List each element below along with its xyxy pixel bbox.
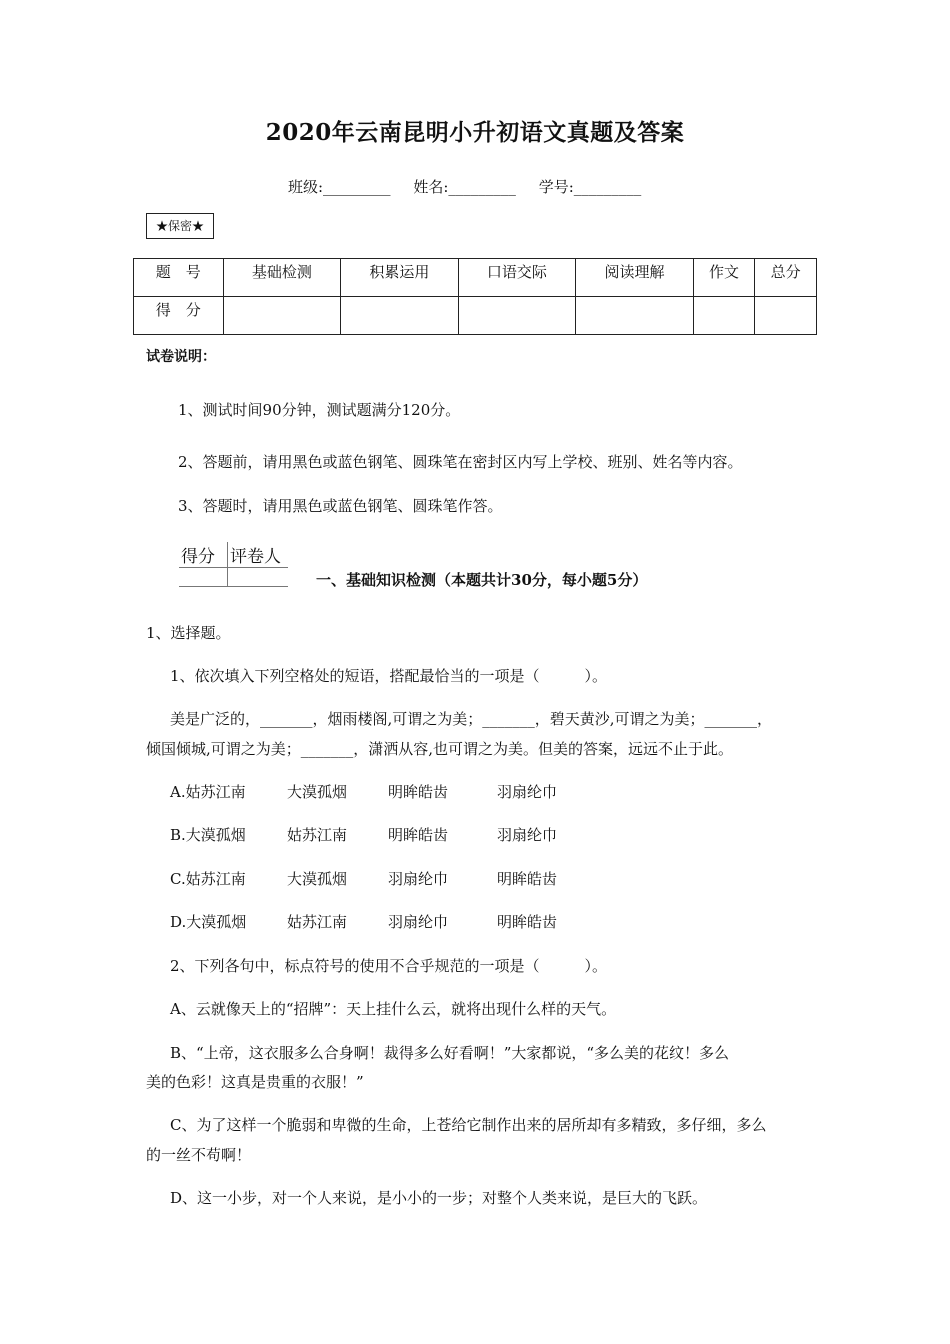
score-row-label: 得 分 — [134, 297, 224, 335]
score-table-header-row — [134, 259, 817, 297]
score-table — [133, 258, 817, 335]
score-table-header-cell: 阅读理解 — [576, 259, 694, 297]
option-row — [170, 824, 557, 845]
score-table-header-cell: 作文 — [693, 259, 755, 297]
option-cell: 大漠孤烟 — [287, 870, 348, 888]
score-cell — [458, 297, 576, 335]
option-row — [170, 781, 557, 802]
passage-line: 美是广泛的，_______，烟雨楼阁,可谓之为美；_______，碧天黄沙,可谓之为美；_______， — [170, 710, 773, 728]
option-row — [170, 911, 557, 932]
question-stem: 2、下列各句中，标点符号的使用不合乎规范的一项是（ ）。 — [170, 957, 608, 975]
score-cell — [693, 297, 755, 335]
score-cell — [755, 297, 817, 335]
grader-box — [179, 542, 288, 587]
student-id-field: 学号:_________ — [538, 178, 642, 196]
name-field: 姓名:_________ — [413, 178, 516, 196]
answer-option-continued: 美的色彩！这真是贵重的衣服！” — [146, 1073, 364, 1091]
score-cell — [576, 297, 694, 335]
grader-name-cell — [228, 568, 289, 587]
option-cell: 明眸皓齿 — [497, 870, 558, 888]
score-table-header-cell: 题 号 — [134, 259, 224, 297]
answer-option: B、“上帝，这衣服多么合身啊！裁得多么好看啊！”大家都说，“多么美的花纹！多么 — [170, 1044, 730, 1062]
grader-score-label: 得分 — [179, 542, 228, 568]
option-cell: 明眸皓齿 — [497, 913, 558, 931]
grader-name-label: 评卷人 — [228, 542, 289, 568]
instructions-heading: 试卷说明： — [146, 349, 216, 365]
score-table-header-cell: 总分 — [755, 259, 817, 297]
answer-option: A、云就像天上的“招牌”：天上挂什么云，就将出现什么样的天气。 — [170, 1000, 617, 1018]
option-cell: A.姑苏江南 — [170, 783, 246, 801]
option-row — [170, 868, 557, 889]
instruction-item: 3、答题时，请用黑色或蓝色钢笔、圆珠笔作答。 — [178, 497, 503, 515]
option-cell: D.大漠孤烟 — [170, 913, 247, 931]
confidential-badge: ★保密★ — [146, 213, 214, 239]
option-cell: 明眸皓齿 — [388, 783, 449, 801]
option-cell: 羽扇纶巾 — [388, 913, 449, 931]
option-cell: 大漠孤烟 — [287, 783, 348, 801]
option-cell: B.大漠孤烟 — [170, 826, 246, 844]
student-info-line — [288, 176, 659, 197]
answer-option-continued: 的一丝不苟啊！ — [146, 1146, 252, 1164]
answer-option: C、为了这样一个脆弱和卑微的生命，上苍给它制作出来的居所却有多精致，多仔细，多么 — [170, 1116, 767, 1134]
option-cell: 羽扇纶巾 — [497, 826, 558, 844]
score-table-header-cell: 口语交际 — [458, 259, 576, 297]
option-cell: C.姑苏江南 — [170, 870, 246, 888]
score-table-header-cell: 基础检测 — [223, 259, 341, 297]
instruction-item: 1、测试时间90分钟，测试题满分120分。 — [178, 401, 461, 419]
option-cell: 明眸皓齿 — [388, 826, 449, 844]
passage-line: 倾国倾城,可谓之为美；_______，潇洒从容,也可谓之为美。但美的答案，远远不止于此。 — [146, 740, 734, 758]
score-cell — [341, 297, 459, 335]
section-heading: 一、基础知识检测（本题共计30分，每小题5分） — [316, 571, 648, 589]
score-table-score-row — [134, 297, 817, 335]
question-stem: 1、依次填入下列空格处的短语，搭配最恰当的一项是（ ）。 — [170, 667, 608, 685]
page-title: 2020年云南昆明小升初语文真题及答案 — [265, 119, 685, 146]
class-field: 班级:_________ — [288, 178, 391, 196]
grader-score-cell — [179, 568, 228, 587]
answer-option: D、这一小步，对一个人来说，是小小的一步；对整个人类来说，是巨大的飞跃。 — [170, 1189, 708, 1207]
option-cell: 羽扇纶巾 — [497, 783, 558, 801]
instruction-item: 2、答题前，请用黑色或蓝色钢笔、圆珠笔在密封区内写上学校、班别、姓名等内容。 — [178, 453, 743, 471]
score-cell — [223, 297, 341, 335]
option-cell: 姑苏江南 — [287, 913, 348, 931]
sub-heading: 1、选择题。 — [146, 624, 231, 642]
score-table-header-cell: 积累运用 — [341, 259, 459, 297]
option-cell: 羽扇纶巾 — [388, 870, 449, 888]
option-cell: 姑苏江南 — [287, 826, 348, 844]
